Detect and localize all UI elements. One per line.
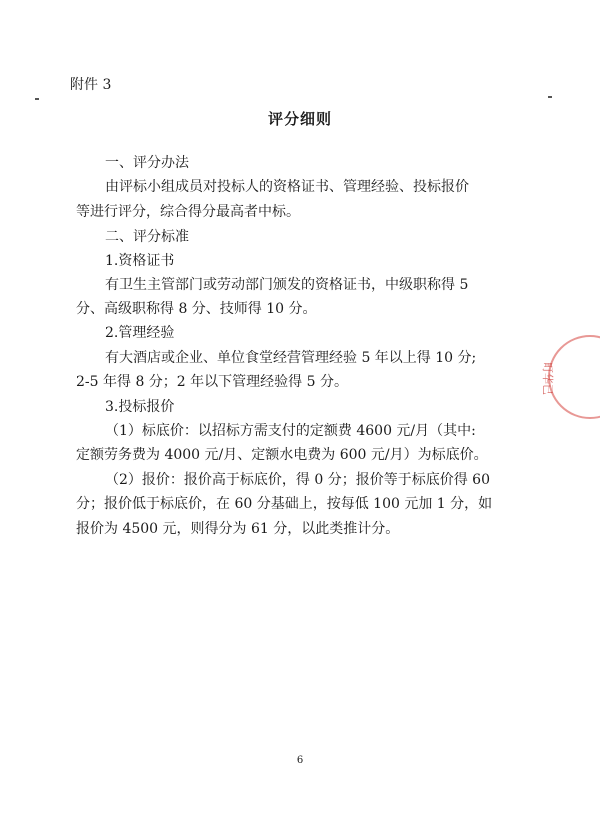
paragraph-line: 有卫生主管部门或劳动部门颁发的资格证书，中级职称得 5 (105, 277, 469, 293)
paragraph-line: 分；报价低于标底价，在 60 分基础上，按每低 100 元加 1 分，如 (76, 496, 493, 512)
document-title: 评分细则 (267, 110, 332, 128)
subsection-heading: 1.资格证书 (105, 253, 175, 269)
paragraph-line: 2-5 年得 8 分；2 年以下管理经验得 5 分。 (76, 374, 348, 390)
attachment-label: 附件 3 (70, 77, 112, 93)
subsection-heading: 2.管理经验 (105, 325, 175, 341)
paragraph-line: （2）报价：报价高于标底价，得 0 分；报价等于标底价得 60 (105, 472, 490, 488)
paragraph-line: 由评标小组成员对投标人的资格证书、管理经验、投标报价 (105, 179, 469, 195)
paragraph-line: 有大酒店或企业、单位食堂经营管理经验 5 年以上得 10 分; (105, 350, 477, 366)
paragraph-line: 分、高级职称得 8 分、技师得 10 分。 (76, 301, 317, 317)
scan-mark (35, 98, 39, 100)
section-heading-1: 一、评分办法 (105, 155, 189, 171)
paragraph-line: 定额劳务费为 4000 元/月、定额水电费为 600 元/月）为标底价。 (76, 447, 488, 463)
paragraph-line: 报价为 4500 元，则得分为 61 分，以此类推计分。 (76, 521, 400, 537)
stamp-text: 町华已 (541, 362, 554, 395)
paragraph-line: （1）标底价：以招标方需支付的定额费 4600 元/月（其中: (105, 423, 476, 439)
page-number: 6 (296, 755, 304, 766)
subsection-heading: 3.投标报价 (105, 399, 175, 415)
scan-mark (548, 96, 552, 98)
paragraph-line: 等进行评分，综合得分最高者中标。 (76, 204, 300, 220)
section-heading-2: 二、评分标准 (105, 229, 189, 245)
